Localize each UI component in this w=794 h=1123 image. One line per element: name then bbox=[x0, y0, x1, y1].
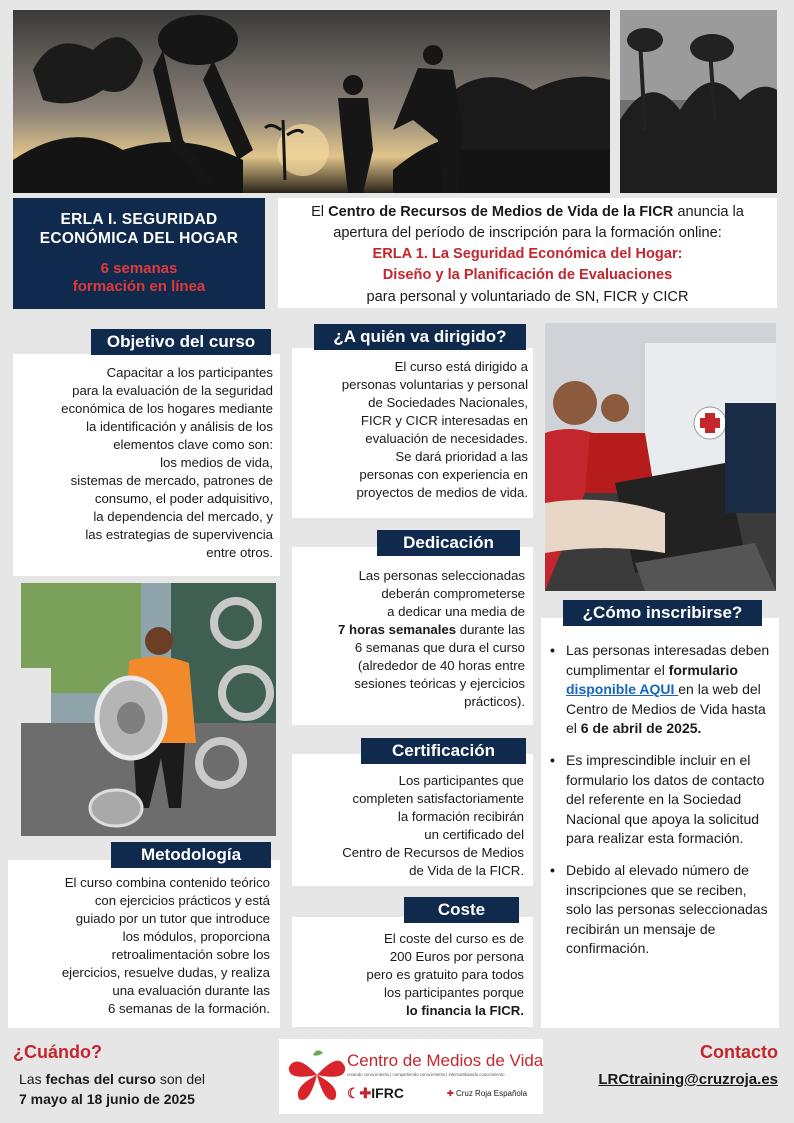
red-cross-icon: ✚ bbox=[447, 1089, 454, 1098]
intro-course-line1: ERLA 1. La Seguridad Económica del Hogar: bbox=[372, 246, 683, 263]
metodologia-line: ejercicios, resuelve dudas, y realiza bbox=[61, 964, 270, 980]
dedicacion-hours: 7 horas semanales bbox=[338, 621, 457, 637]
dirigido-line: de Sociedades Nacionales, bbox=[368, 394, 528, 410]
objetivo-line: Capacitar a los participantes bbox=[106, 365, 273, 380]
inscribirse-item-form bbox=[550, 641, 772, 739]
dedicacion-heading: Dedicación bbox=[377, 530, 520, 556]
cuando-section bbox=[13, 1042, 275, 1110]
certificacion-line: Los participantes que bbox=[398, 773, 524, 788]
intro-announcement bbox=[278, 198, 777, 308]
certificacion-line: de Vida de la FICR. bbox=[409, 862, 524, 878]
dirigido-line: El curso está dirigido a bbox=[394, 359, 528, 374]
intro-course-line2: Diseño y la Planificación de Evaluaciones bbox=[382, 267, 673, 284]
dirigido-line: proyectos de medios de vida. bbox=[356, 484, 528, 500]
inscribirse-heading: ¿Cómo inscribirse? bbox=[563, 600, 762, 626]
intro-lead-pre: El bbox=[311, 204, 329, 220]
dedicacion-line4-rest: durante las bbox=[456, 621, 525, 637]
objetivo-heading: Objetivo del curso bbox=[91, 329, 271, 355]
centro-medios-de-vida-logo bbox=[287, 1047, 347, 1105]
dirigido-line: personas con experiencia en bbox=[359, 466, 528, 482]
inscribirse-b1-mid: en la web del Centro de Medios de Vida hasta el bbox=[566, 681, 766, 737]
objetivo-line: elementos clave como son: bbox=[113, 436, 273, 452]
form-link[interactable]: disponible AQUI bbox=[566, 681, 679, 698]
objetivo-line: económica de los hogares mediante bbox=[61, 400, 273, 416]
coste-line: El coste del curso es de bbox=[383, 931, 524, 946]
dedicacion-line: deberán comprometerse bbox=[381, 585, 525, 601]
objetivo-line: entre otros. bbox=[206, 544, 273, 560]
intro-lead bbox=[284, 202, 771, 244]
banner-title-line2: ECONÓMICA DEL HOGAR bbox=[39, 230, 239, 248]
contacto-section bbox=[550, 1042, 778, 1088]
red-cross-crescent-icon: ☾✚ bbox=[347, 1085, 372, 1101]
objetivo-line: para la evaluación de la seguridad bbox=[72, 382, 273, 398]
certificacion-line: la formación recibirán bbox=[397, 808, 524, 824]
dedicacion-line: Las personas seleccionadas bbox=[358, 568, 525, 583]
metodologia-line: con ejercicios prácticos y está bbox=[94, 892, 270, 908]
dirigido-text bbox=[296, 358, 528, 502]
dirigido-line: FICR y CICR interesadas en bbox=[360, 412, 528, 428]
cuando-text bbox=[13, 1069, 275, 1110]
coste-line: pero es gratuito para todos bbox=[366, 966, 524, 982]
ifrc-label: IFRC bbox=[371, 1085, 404, 1101]
dedicacion-line: sesiones teóricas y ejercicios bbox=[354, 675, 525, 691]
hero-photo-secondary bbox=[620, 10, 777, 193]
intro-audience: para personal y voluntariado de SN, FICR y CICR bbox=[366, 288, 689, 305]
dirigido-line: personas voluntarias y personal bbox=[341, 376, 528, 392]
dirigido-line: evaluación de necesidades. bbox=[365, 430, 528, 446]
dedicacion-line bbox=[296, 621, 525, 639]
metodologia-heading: Metodología bbox=[111, 842, 271, 868]
intro-lead-post: anuncia la apertura del período de inscripción para la formación online: bbox=[333, 204, 744, 242]
certificacion-line: Centro de Recursos de Medios bbox=[342, 844, 524, 860]
training-photo bbox=[545, 323, 776, 591]
objetivo-line: la identificación y análisis de los bbox=[86, 418, 273, 434]
community-photo bbox=[21, 583, 276, 836]
dedicacion-line: prácticos). bbox=[464, 693, 525, 709]
banner-duration-line2: formación en línea bbox=[72, 277, 206, 295]
cruz-roja-logo bbox=[447, 1089, 527, 1098]
cruz-roja-label: Cruz Roja Española bbox=[455, 1089, 528, 1098]
inscribirse-deadline: 6 de abril de 2025. bbox=[580, 720, 702, 737]
dedicacion-text bbox=[296, 567, 525, 711]
inscribirse-item-contact: • Es imprescindible incluir en el formulario los datos de contacto del referente en la Sociedad Nacional que apoya la solicitud para realizar esta formación. bbox=[550, 751, 772, 849]
contact-email-link[interactable]: LRCtraining@cruzroja.es bbox=[598, 1071, 778, 1088]
cuando-dates-label: fechas del curso bbox=[45, 1071, 156, 1087]
coste-funded-by: lo financia la FICR. bbox=[406, 1002, 524, 1018]
inscribirse-list bbox=[550, 641, 772, 971]
contacto-heading: Contacto bbox=[700, 1042, 778, 1062]
banner-title-line1: ERLA I. SEGURIDAD bbox=[60, 211, 218, 228]
inscribirse-item-confirmation: • Debido al elevado número de inscripciones que se reciben, solo las personas seleccionadas recibirán un mensaje de confirmación. bbox=[550, 861, 772, 959]
certificacion-line: un certificado del bbox=[424, 826, 524, 842]
objetivo-line: consumo, el poder adquisitivo, bbox=[94, 490, 273, 506]
objetivo-line: las estrategias de supervivencia bbox=[85, 526, 273, 542]
objetivo-line: sistemas de mercado, patrones de bbox=[70, 472, 273, 488]
coste-text bbox=[296, 930, 524, 1020]
cuando-heading: ¿Cuándo? bbox=[13, 1042, 102, 1062]
cuando-dates: 7 mayo al 18 junio de 2025 bbox=[19, 1091, 195, 1108]
logo-block bbox=[279, 1039, 543, 1114]
metodologia-line: El curso combina contenido teórico bbox=[64, 875, 270, 890]
metodologia-line: retroalimentación sobre los bbox=[111, 946, 270, 962]
banner-duration-line1: 6 semanas bbox=[100, 259, 178, 277]
inscribirse-form-label: formulario bbox=[668, 661, 738, 678]
certificacion-heading: Certificación bbox=[361, 738, 526, 764]
course-banner bbox=[13, 198, 265, 309]
metodologia-line: guiado por un tutor que introduce bbox=[75, 910, 270, 926]
metodologia-line: una evaluación durante las bbox=[112, 982, 270, 998]
objetivo-text bbox=[17, 364, 273, 561]
metodologia-text bbox=[12, 874, 270, 1018]
cuando-post: son del bbox=[155, 1071, 206, 1087]
metodologia-line: 6 semanas de la formación. bbox=[108, 1000, 270, 1016]
cuando-pre: Las bbox=[19, 1071, 46, 1087]
dedicacion-line: 6 semanas que dura el curso bbox=[354, 639, 525, 655]
inscribirse-b1-pre: Las personas interesadas deben cumplimentar el bbox=[566, 642, 770, 678]
hero-photo bbox=[13, 10, 610, 193]
coste-heading: Coste bbox=[404, 897, 519, 923]
ifrc-logo bbox=[347, 1085, 404, 1102]
objetivo-line: los medios de vida, bbox=[160, 454, 273, 470]
dirigido-line: Se dará prioridad a las bbox=[395, 448, 528, 464]
logo-name: Centro de Medios de Vida bbox=[347, 1051, 544, 1070]
coste-line: los participantes porque bbox=[383, 984, 524, 1000]
dedicacion-line: a dedicar una media de bbox=[387, 603, 525, 619]
intro-org-name: Centro de Recursos de Medios de Vida de la FICR bbox=[328, 204, 674, 220]
coste-line: 200 Euros por persona bbox=[389, 948, 524, 964]
logo-tagline: creando conocimiento | compartiendo conocimiento | intercambiando conocimiento bbox=[347, 1072, 505, 1077]
objetivo-line: la dependencia del mercado, y bbox=[93, 508, 273, 524]
dirigido-heading: ¿A quién va dirigido? bbox=[314, 324, 526, 350]
metodologia-line: los módulos, proporciona bbox=[122, 928, 270, 944]
certificacion-line: completen satisfactoriamente bbox=[352, 790, 524, 806]
certificacion-text bbox=[296, 772, 524, 880]
dedicacion-line: (alrededor de 40 horas entre bbox=[357, 657, 525, 673]
